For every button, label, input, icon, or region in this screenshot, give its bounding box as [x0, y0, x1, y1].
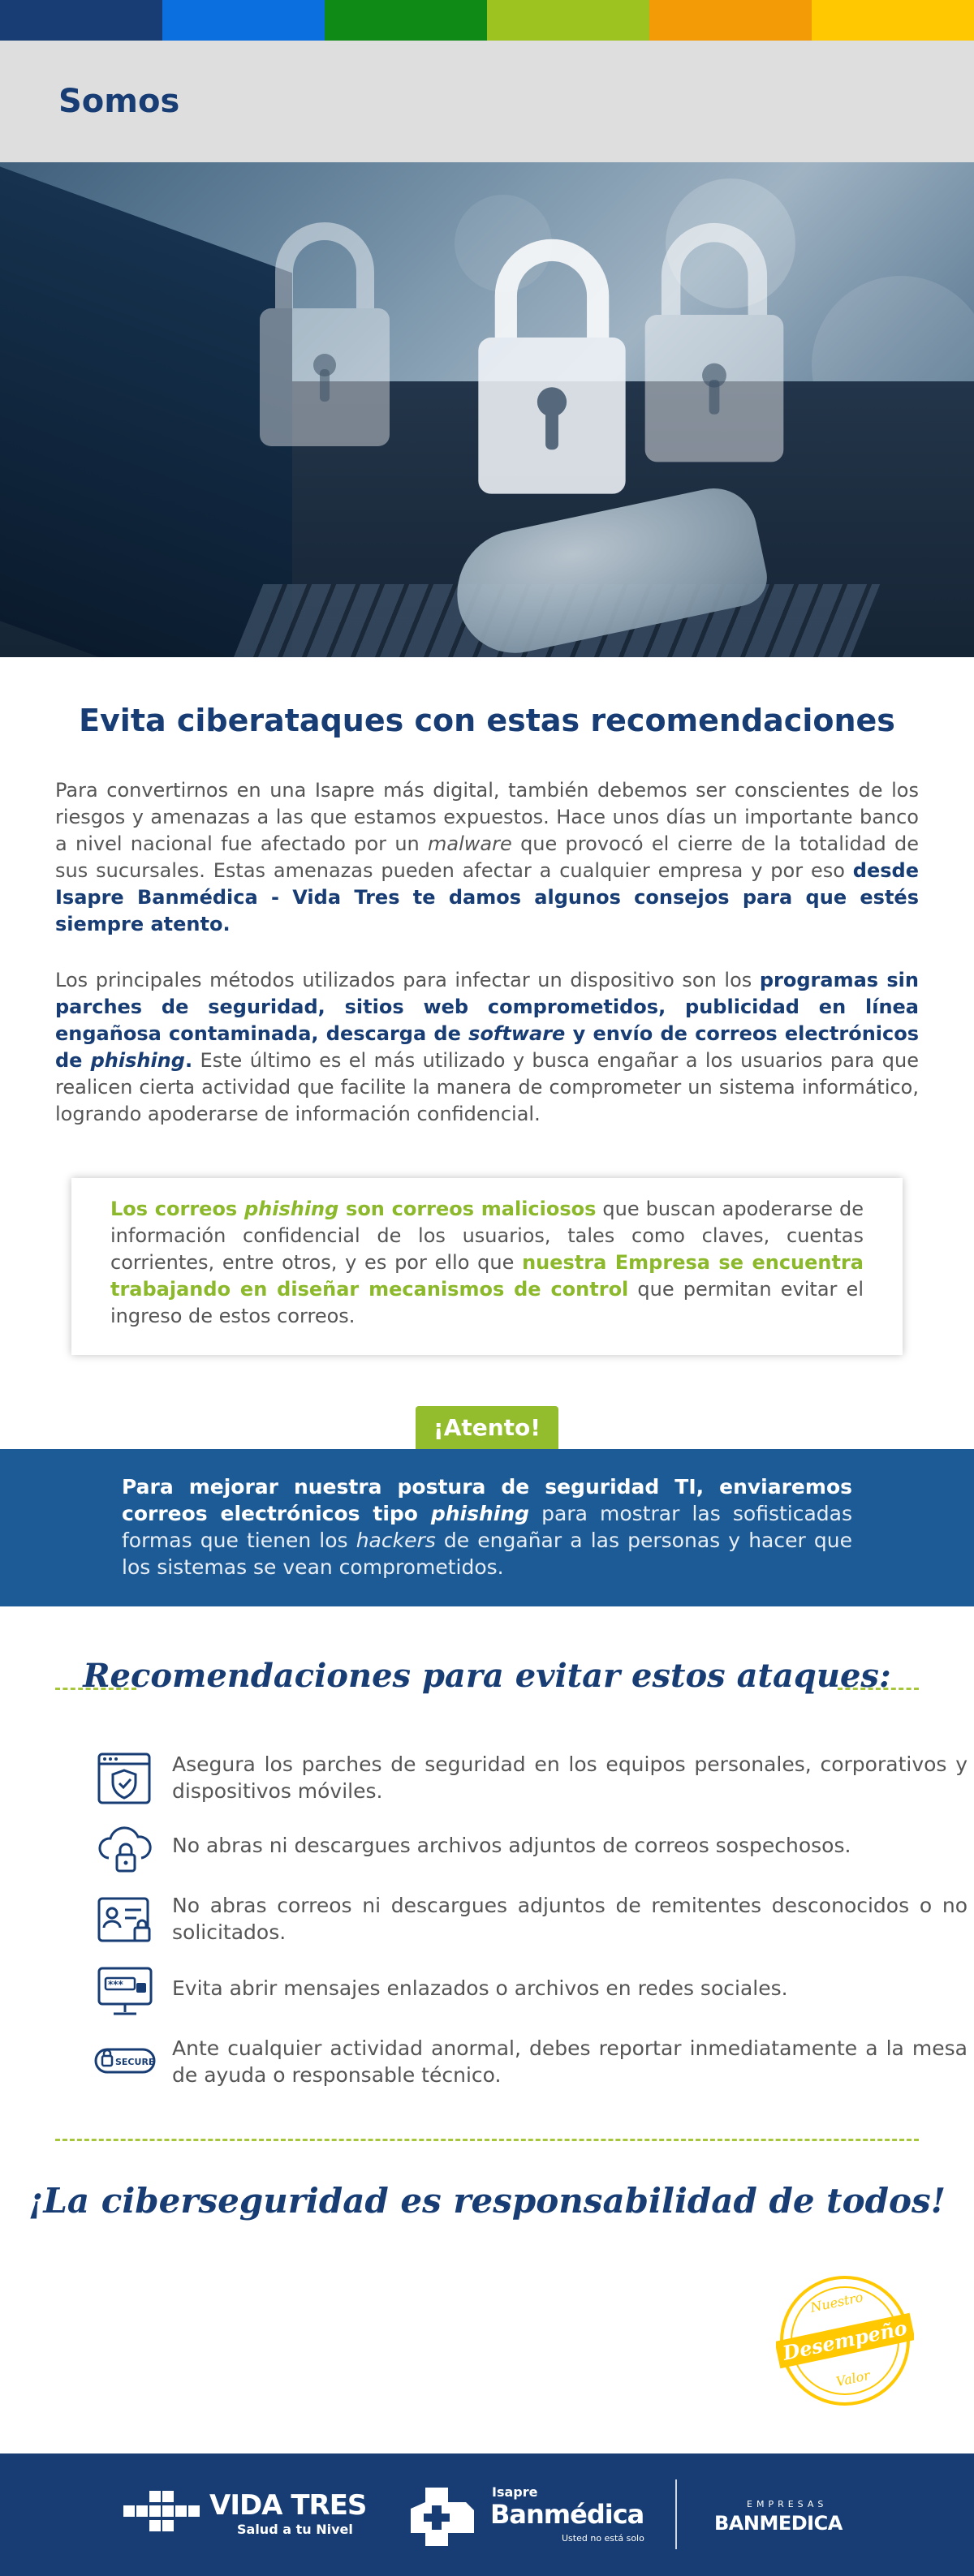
intro-paragraph-2: Los principales métodos utilizados para infectar un dispositivo son los programas sin parches de seguridad, sitios web comprometidos, publicidad en línea engañosa contaminada, descarga de software y envío de correos electrónicos de phishing. Este último es el más utilizado y busca engañar a los usuarios para que realicen cierta actividad que facilite la manera de comprometer un sistema informático, logrando apoderarse de información confidencial.	[55, 969, 920, 1125]
isapre-label: Isapre	[492, 2484, 538, 2500]
stripe-yellow	[812, 0, 974, 41]
header	[0, 41, 974, 162]
color-stripe-bar	[0, 0, 974, 41]
monitor-password-icon	[94, 1963, 156, 2020]
recommendation-text: Evita abrir mensajes enlazados o archivos en redes sociales.	[172, 1976, 788, 2000]
hero-image	[0, 162, 974, 657]
svg-text:Valor: Valor	[834, 2367, 872, 2390]
svg-text:***: ***	[108, 1979, 123, 1990]
secure-badge-icon	[94, 2035, 156, 2092]
empresas-label: EMPRESAS	[747, 2499, 828, 2509]
phishing-info-box: Los correos phishing son correos maliciosos que buscan apoderarse de información confidencial de los usuarios, tales como claves, cuentas corrientes, entre otros, y es por ello que nuestra Empresa se encuentra trabajando en diseñar mecanismos de control que permitan evitar el ingreso de estos correos.	[71, 1178, 903, 1355]
alert-label: ¡Atento!	[416, 1406, 558, 1450]
footer	[0, 2453, 974, 2576]
closing-message: ¡La ciberseguridad es responsabilidad de todos!	[28, 2181, 946, 2221]
stripe-blue	[162, 0, 325, 41]
section-title: Evita ciberataques con estas recomendaciones	[79, 703, 895, 738]
divider	[55, 2139, 919, 2141]
secure-label: SECURE	[115, 2057, 155, 2067]
stripe-navy	[0, 0, 162, 41]
intro-paragraph-1: Para convertirnos en una Isapre más digital, también debemos ser conscientes de los riesgos y amenazas a las que estamos expuestos. Hace unos días un importante banco a nivel nacional fue afectado por un malware que provocó el cierre de la totalidad de sus sucursales. Estas amenazas pueden afectar a cualquier empresa y por eso desde Isapre Banmédica - Vida Tres te damos algunos consejos para que estés siempre atento.	[55, 779, 919, 935]
banmedica-tagline: Usted no está solo	[562, 2533, 644, 2544]
banmedica-logo	[407, 2483, 479, 2549]
browser-shield-icon	[94, 1751, 156, 1808]
desempeno-seal-logo	[776, 2272, 914, 2410]
svg-text:Desempeño: Desempeño	[780, 2316, 910, 2365]
recommendation-text: Asegura los parches de seguridad en los equipos personales, corporativos y dispositivos móviles.	[172, 1752, 968, 1803]
alert-text: Para mejorar nuestra postura de seguridad TI, enviaremos correos electrónicos tipo phishing para mostrar las sofisticadas formas que tienen los hackers de engañar a las personas y hacer que los sistemas se vean comprometidos.	[122, 1475, 852, 1579]
vida-tres-name: VIDA TRES	[209, 2489, 367, 2522]
padlock-icon	[455, 227, 649, 503]
stripe-green	[325, 0, 487, 41]
alert-band	[0, 1449, 974, 1606]
footer-divider	[675, 2479, 677, 2549]
vida-tres-tagline: Salud a tu Nivel	[237, 2522, 353, 2537]
recommendation-text: No abras correos ni descargues adjuntos de remitentes desconocidos o no solicitados.	[172, 1894, 968, 1944]
recommendations-title: Recomendaciones para evitar estos ataques:	[83, 1657, 891, 1695]
vida-tres-logo	[122, 2489, 203, 2539]
recommendation-text: Ante cualquier actividad anormal, debes reportar inmediatamente a la mesa de ayuda o responsable técnico.	[172, 2036, 968, 2087]
empresas-banmedica-logo: BANMEDICA	[714, 2512, 843, 2535]
padlock-icon	[244, 211, 406, 454]
svg-text:Nuestro: Nuestro	[808, 2289, 865, 2316]
cloud-lock-icon	[94, 1822, 156, 1879]
page-title: Somos	[58, 83, 180, 120]
banmedica-name: Banmédica	[490, 2499, 644, 2530]
stripe-lime	[487, 0, 649, 41]
padlock-icon	[625, 211, 804, 471]
stripe-orange	[649, 0, 812, 41]
recommendation-text: No abras ni descargues archivos adjuntos de correos sospechosos.	[172, 1834, 851, 1857]
id-card-lock-icon	[94, 1892, 156, 1949]
